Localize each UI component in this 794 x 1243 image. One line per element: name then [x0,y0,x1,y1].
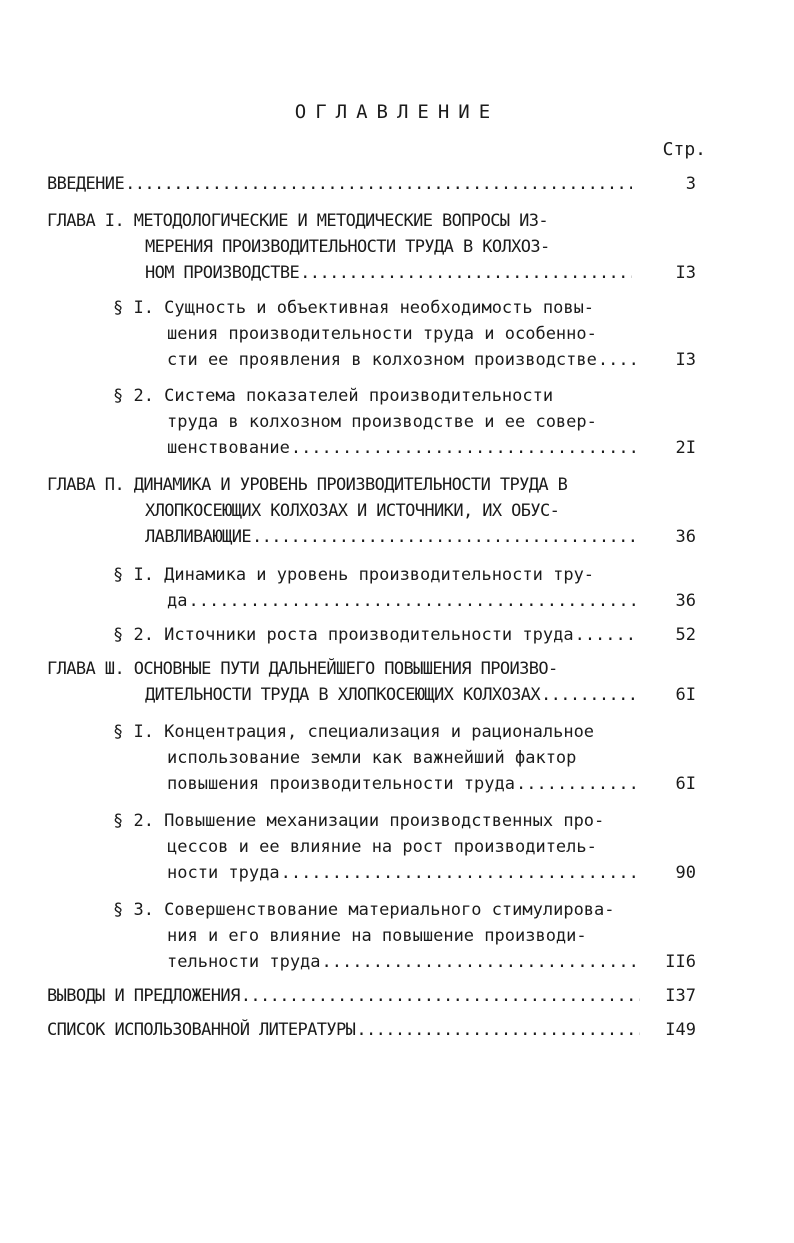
section-3-3-heading-cont: ния и его влияние на повышение производи- [167,926,587,946]
page-number: 6I [675,774,696,794]
section-3-2-heading-last: ности труда ..... [167,863,640,883]
chapter-2-heading-cont: ХЛОПКОСЕЮЩИХ КОЛХОЗАХ И ИСТОЧНИКИ, ИХ ОБУС- [145,501,560,521]
page-number: 36 [675,591,696,611]
page-column-label: Стр. [662,139,706,160]
chapter-3-heading[interactable]: ГЛАВА Ш. ОСНОВНЫЕ ПУТИ ДАЛЬНЕЙШЕГО ПОВЫШЕНИЯ ПРОИЗВО- [47,659,558,679]
page-number: 36 [675,527,696,547]
toc-entry-conclusions[interactable]: ВЫВОДЫ И ПРЕДЛОЖЕНИЯ ..... [47,986,640,1006]
section-1-1-heading-cont: шения производительности труда и особенно- [167,324,597,344]
page-number: 2I [675,438,696,458]
section-2-1-heading[interactable]: § I. Динамика и уровень производительности тру- [113,565,595,585]
section-1-2-heading[interactable]: § 2. Система показателей производительности [113,386,554,406]
section-3-1-heading-last: повышения производительности труда ..... [167,774,640,794]
section-1-1-heading-last: сти ее проявления в колхозном производстве ..... [167,350,640,370]
section-1-2-heading-cont: труда в колхозном производстве и ее совер- [167,412,597,432]
page-number: 6I [675,685,696,705]
chapter-1-heading[interactable]: ГЛАВА I. МЕТОДОЛОГИЧЕСКИЕ И МЕТОДИЧЕСКИЕ ВОПРОСЫ ИЗ- [47,211,549,231]
page-number: 3 [685,174,696,194]
page-number: I37 [665,986,696,1006]
chapter-3-heading-last: ДИТЕЛЬНОСТИ ТРУДА В ХЛОПКОСЕЮЩИХ КОЛХОЗАХ ..... [145,685,640,705]
toc-title: ОГЛАВЛЕНИЕ [294,101,500,123]
section-1-2-heading-last: шенствование ..... [167,438,640,458]
chapter-1-heading-last: НОМ ПРОИЗВОДСТВЕ ..... [145,263,632,283]
section-3-2-heading[interactable]: § 2. Повышение механизации производственных про- [113,811,605,831]
section-2-1-heading-last: да ..... [167,591,640,611]
toc-entry-bibliography[interactable]: СПИСОК ИСПОЛЬЗОВАННОЙ ЛИТЕРАТУРЫ ..... [47,1020,640,1040]
chapter-1-heading-cont: МЕРЕНИЯ ПРОИЗВОДИТЕЛЬНОСТИ ТРУДА В КОЛХОЗ- [145,237,550,257]
page-number: I3 [675,350,696,370]
chapter-2-heading[interactable]: ГЛАВА П. ДИНАМИКА И УРОВЕНЬ ПРОИЗВОДИТЕЛЬНОСТИ ТРУДА В [47,475,568,495]
section-3-3-heading[interactable]: § 3. Совершенствование материального стимулирова- [113,900,615,920]
section-2-2-heading[interactable]: § 2. Источники роста производительности труда ..... [113,625,640,645]
page-number: 52 [675,625,696,645]
page-number: II6 [665,952,696,972]
section-1-1-heading[interactable]: § I. Сущность и объективная необходимость повы- [113,298,595,318]
chapter-2-heading-last: ЛАВЛИВАЮЩИЕ ..... [145,527,640,547]
page-number: 90 [675,863,696,883]
page-number: I49 [665,1020,696,1040]
section-3-2-heading-cont: цессов и ее влияние на рост производитель- [167,837,597,857]
page-number: I3 [675,263,696,283]
section-3-1-heading[interactable]: § I. Концентрация, специализация и рациональное [113,722,595,742]
toc-entry-intro[interactable]: ВВЕДЕНИЕ ..... [47,174,632,194]
section-3-3-heading-last: тельности труда ..... [167,952,640,972]
section-3-1-heading-cont: использование земли как важнейший фактор [167,748,577,768]
